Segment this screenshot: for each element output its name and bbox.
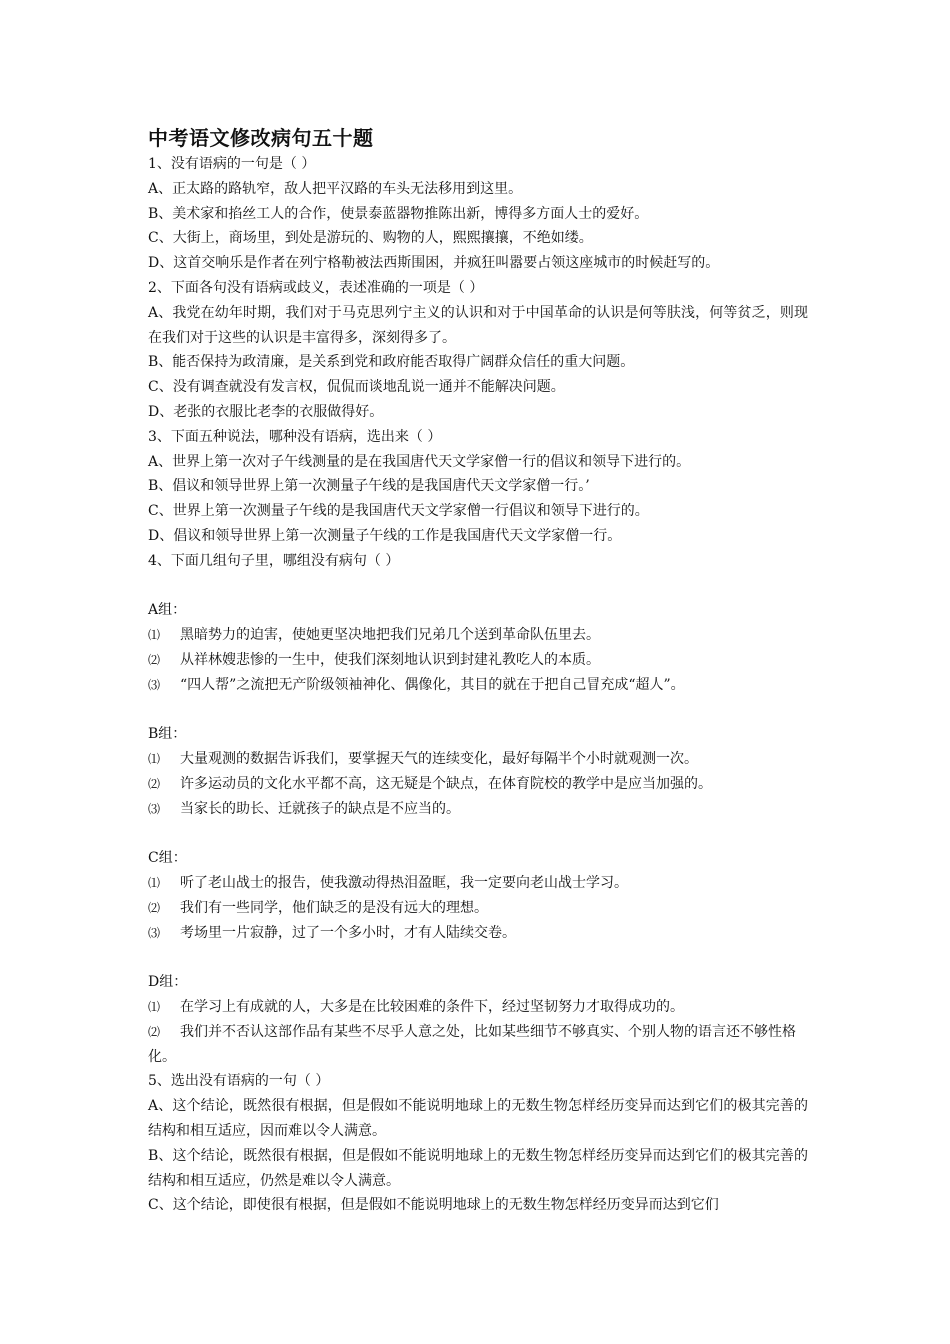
- q4-group-c-label: C组：: [148, 850, 187, 867]
- item-number: ⑶: [148, 677, 161, 692]
- q3-option-a: A、世界上第一次对子午线测量的是在我国唐代天文学家僧一行的倡议和领导下进行的。: [148, 453, 691, 470]
- item-number: ⑵: [148, 776, 161, 791]
- q2-stem: 2、下面各句没有语病或歧义，表述准确的一项是（ ）: [148, 279, 484, 296]
- item-text: “四人帮”之流把无产阶级领袖神化、偶像化，其目的就在于把自己冒充成“超人”。: [180, 676, 685, 693]
- item-number: ⑵: [148, 900, 161, 915]
- q5-option-c: C、这个结论，即使很有根据，但是假如不能说明地球上的无数生物怎样经历变异而达到它们: [148, 1197, 719, 1214]
- q4-group-a-item: [148, 648, 808, 673]
- item-number: ⑴: [148, 1000, 161, 1015]
- q4-group-c-item: [148, 921, 808, 946]
- document-title: 中考语文修改病句五十题: [148, 126, 374, 150]
- q4-group-a-item: [148, 673, 808, 698]
- q4-group-a-item: [148, 623, 808, 648]
- q1-option-d: D、这首交响乐是作者在列宁格勒被法西斯围困，并疯狂叫嚣要占领这座城市的时候赶写的。: [148, 255, 720, 272]
- q4-group-d-item: [148, 995, 808, 1020]
- q3-option-b: B、倡议和领导世界上第一次测量子午线的是我国唐代天文学家僧一行。’: [148, 478, 590, 495]
- item-text: 黑暗势力的迫害，使她更坚决地把我们兄弟几个送到革命队伍里去。: [180, 627, 600, 644]
- q3-stem: 3、下面五种说法，哪种没有语病，选出来（ ）: [148, 428, 442, 445]
- item-number: ⑴: [148, 628, 161, 643]
- q5-option-b: B、这个结论，既然很有根据，但是假如不能说明地球上的无数生物怎样经历变异而达到它们的极其完善的结构和相互适应，仍然是难以令人满意。: [148, 1147, 808, 1189]
- q4-stem: 4、下面几组句子里，哪组没有病句（ ）: [148, 552, 400, 569]
- q1-option-c: C、大街上，商场里，到处是游玩的、购物的人，熙熙攘攘，不绝如缕。: [148, 230, 593, 247]
- q4-group-d-label: D组：: [148, 974, 188, 991]
- q4-group-b-item: [148, 797, 808, 822]
- q1-stem: 1、没有语病的一句是（ ）: [148, 156, 316, 172]
- q2-option-d: D、老张的衣服比老李的衣服做得好。: [148, 403, 384, 420]
- q5-stem: 5、选出没有语病的一句（ ）: [148, 1073, 330, 1090]
- q4-group-b-label: B组：: [148, 726, 187, 743]
- item-text: 大量观测的数据告诉我们，要掌握天气的连续变化，最好每隔半个小时就观测一次。: [180, 751, 698, 768]
- item-number: ⑶: [148, 801, 161, 816]
- spacer: [148, 574, 808, 599]
- item-number: ⑴: [148, 752, 161, 767]
- item-number: ⑵: [148, 1024, 161, 1039]
- q5-option-a: A、这个结论，既然很有根据，但是假如不能说明地球上的无数生物怎样经历变异而达到它们的极其完善的结构和相互适应，因而难以令人满意。: [148, 1098, 808, 1140]
- item-number: ⑵: [148, 652, 161, 667]
- q1-option-a: A、正太路的路轨窄，敌人把平汉路的车头无法移用到这里。: [148, 180, 523, 197]
- spacer: [148, 698, 808, 723]
- q4-group-c-item: [148, 896, 808, 921]
- q4-group-b-item: [148, 747, 808, 772]
- item-text: 我们并不否认这部作品有某些不尽乎人意之处，比如某些细节不够真实、个别人物的语言还不够性格化。: [148, 1023, 796, 1065]
- q1-option-b: B、美术家和掐丝工人的合作，使景泰蓝器物推陈出新，博得多方面人士的爱好。: [148, 205, 649, 222]
- q4-group-a-label: A组：: [148, 602, 187, 619]
- q4-group-b-item: [148, 772, 808, 797]
- q4-group-d-item: [148, 1020, 808, 1070]
- q4-group-c-item: [148, 871, 808, 896]
- q3-option-d: D、倡议和领导世界上第一次测量子午线的工作是我国唐代天文学家僧一行。: [148, 527, 622, 544]
- item-text: 当家长的助长、迁就孩子的缺点是不应当的。: [180, 800, 460, 817]
- q2-option-c: C、没有调查就没有发言权，侃侃而谈地乱说一通并不能解决问题。: [148, 379, 565, 396]
- item-text: 许多运动员的文化水平都不高，这无疑是个缺点，在体育院校的教学中是应当加强的。: [180, 775, 712, 792]
- q2-option-a: A、我党在幼年时期，我们对于马克思列宁主义的认识和对于中国革命的认识是何等肤浅，何等贫乏，则现在我们对于这些的认识是丰富得多，深刻得多了。: [148, 304, 808, 346]
- item-text: 听了老山战士的报告，使我激动得热泪盈眶，我一定要向老山战士学习。: [180, 875, 628, 892]
- q3-option-c: C、世界上第一次测量子午线的是我国唐代天文学家僧一行倡议和领导下进行的。: [148, 503, 649, 520]
- q2-option-b: B、能否保持为政清廉，是关系到党和政府能否取得广阔群众信任的重大问题。: [148, 354, 635, 371]
- item-number: ⑴: [148, 876, 161, 891]
- document-page: [148, 124, 808, 1218]
- item-text: 考场里一片寂静，过了一个多小时，才有人陆续交卷。: [180, 924, 516, 941]
- spacer: [148, 822, 808, 847]
- item-text: 在学习上有成就的人，大多是在比较困难的条件下，经过坚韧努力才取得成功的。: [180, 999, 684, 1016]
- item-text: 我们有一些同学，他们缺乏的是没有远大的理想。: [180, 899, 488, 916]
- item-number: ⑶: [148, 925, 161, 940]
- spacer: [148, 946, 808, 971]
- item-text: 从祥林嫂悲惨的一生中，使我们深刻地认识到封建礼教吃人的本质。: [180, 651, 600, 668]
